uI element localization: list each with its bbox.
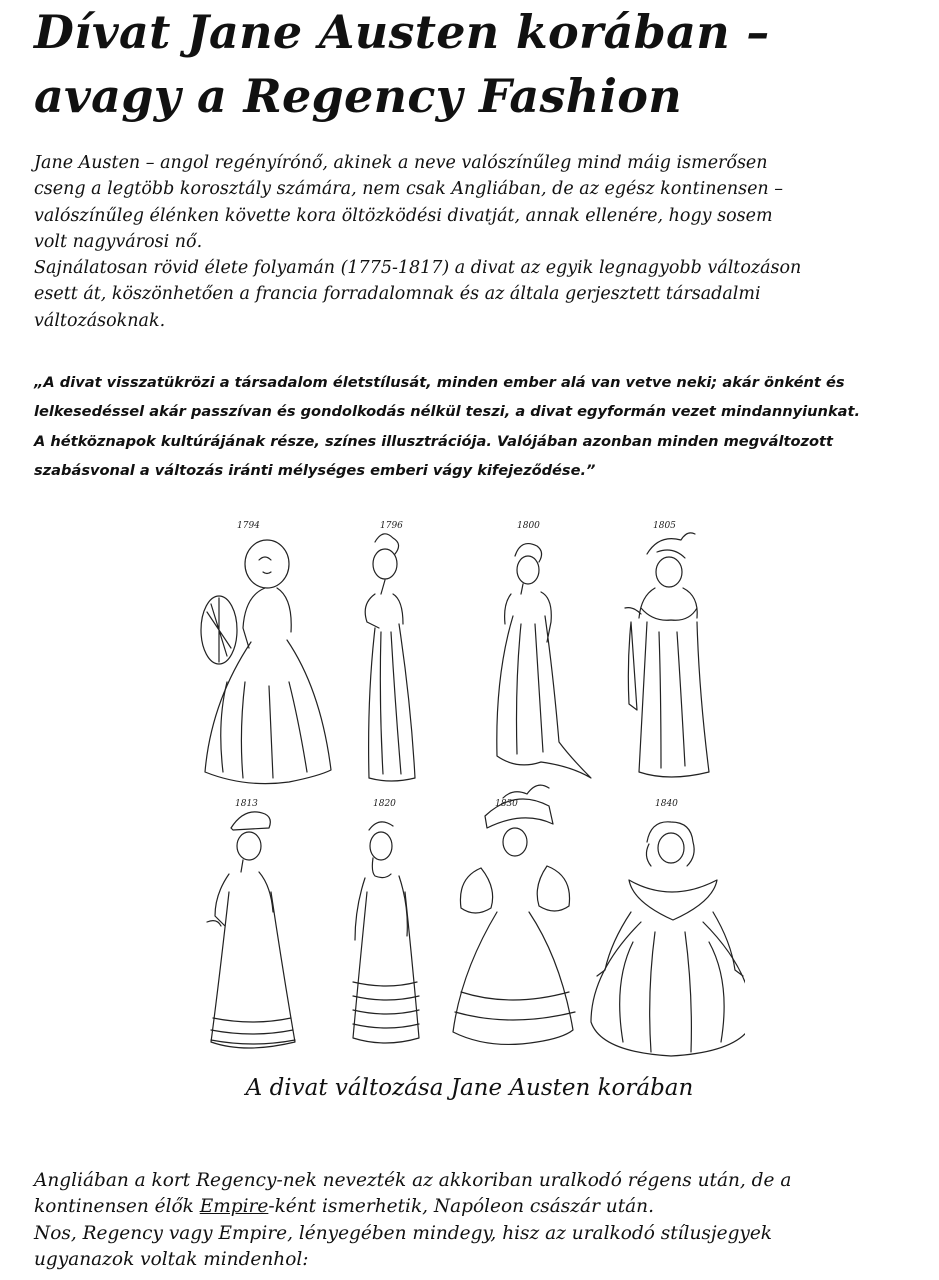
quote-line: lelkesedéssel akár passzívan és gondolkodás nélkül teszi, a divat egyformán vezet mindannyiunkat.	[34, 403, 861, 421]
figure-1840	[591, 799, 745, 1056]
title-line-1: Dívat Jane Austen korában –	[34, 5, 770, 59]
outro-text: kontinensen élők	[34, 1196, 200, 1218]
figure-1813	[207, 799, 295, 1048]
intro-line: valószínűleg élénken követte kora öltözködési divatját, annak ellenére, hogy sosem	[34, 205, 773, 226]
outro-line: Angliában a kort Regency-nek nevezték az akkoriban uralkodó régens után, de a	[34, 1170, 792, 1191]
fashion-illustration	[185, 512, 745, 1067]
year-label: 1820	[373, 799, 396, 809]
quote-line: szabásvonal a változás iránti mélységes emberi vágy kifejeződése.”	[34, 461, 596, 479]
intro-line: Jane Austen – angol regényírónő, akinek a neve valószínűleg mind máig ismerősen	[34, 153, 768, 173]
intro-line: Sajnálatosan rövid élete folyamán (1775-1817) a divat az egyik legnagyobb változáson	[34, 258, 802, 279]
figure-1820	[353, 799, 419, 1043]
intro-line: esett át, köszönhetően a francia forradalomnak és az általa gerjesztett társadalmi	[34, 284, 761, 305]
title-line-2: avagy a Regency Fashion	[34, 69, 682, 123]
figure-1805	[625, 521, 709, 777]
figure-caption: A divat változása Jane Austen korában	[245, 1075, 694, 1101]
quote-line: A hétköznapok kultúrájának része, színes illusztrációja. Valójában azonban minden megváltozott	[34, 432, 833, 450]
year-label: 1830	[495, 799, 518, 809]
figure-1796	[365, 521, 415, 781]
quote-line: „A divat visszatükrözi a társadalom életstílusát, minden ember alá van vetve neki; akár önként és	[34, 374, 845, 391]
outro-line: ugyanazok voltak mindenhol:	[34, 1248, 309, 1270]
intro-paragraph	[34, 150, 906, 334]
page-title	[34, 0, 914, 128]
outro-line	[34, 1194, 914, 1220]
fashion-figures-drawing	[185, 512, 745, 1067]
outro-paragraph	[34, 1168, 914, 1273]
figure-1794	[201, 521, 331, 784]
year-label: 1794	[237, 521, 260, 531]
year-label: 1813	[235, 799, 258, 809]
year-label: 1805	[653, 521, 676, 531]
year-label: 1800	[517, 521, 540, 531]
empire-link[interactable]: Empire	[199, 1196, 269, 1218]
year-label: 1796	[380, 521, 403, 531]
intro-line: cseng a legtöbb korosztály számára, nem csak Angliában, de az egész kontinensen –	[34, 179, 784, 200]
intro-line: volt nagyvárosi nő.	[34, 231, 203, 252]
fashion-quote	[34, 368, 914, 485]
figure-1800	[497, 521, 591, 778]
outro-text: -ként ismerhetik, Napóleon császár után.	[268, 1196, 654, 1218]
outro-line: Nos, Regency vagy Empire, lényegében mindegy, hisz az uralkodó stílusjegyek	[34, 1222, 773, 1244]
year-label: 1840	[655, 799, 678, 809]
intro-line: változásoknak.	[34, 310, 166, 331]
figure-1830	[453, 785, 575, 1044]
